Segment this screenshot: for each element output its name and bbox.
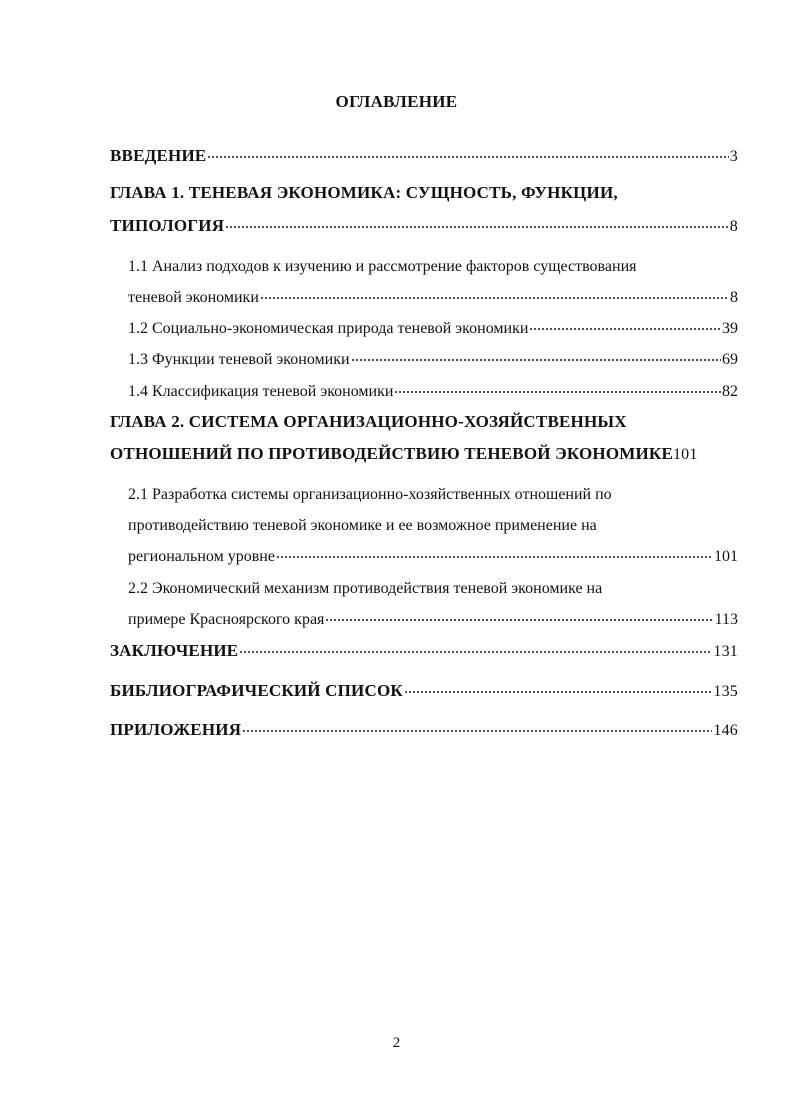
- dot-leader: [276, 547, 713, 559]
- toc-entry-line: [128, 485, 738, 505]
- toc-entry: [128, 382, 738, 402]
- toc-entry: [110, 720, 738, 741]
- toc-page-number: 101: [672, 446, 698, 463]
- toc-entry: [128, 350, 738, 370]
- toc-entry-title: БИБЛИОГРАФИЧЕСКИЙ СПИСОК: [110, 681, 403, 700]
- toc-page-number: 82: [722, 383, 738, 400]
- toc-page-number: 69: [722, 351, 738, 368]
- toc-entry: [128, 610, 738, 630]
- toc-page-number: 8: [730, 289, 738, 306]
- toc-entry-title: ГЛАВА 1. ТЕНЕВАЯ ЭКОНОМИКА: СУЩНОСТЬ, ФУНКЦИИ,: [110, 183, 618, 202]
- toc-entry-title: 2.2 Экономический механизм противодействия теневой экономике на: [128, 580, 603, 597]
- toc-entry-title: 2.1 Разработка системы организационно-хозяйственных отношений по: [128, 486, 612, 503]
- toc-page-number: 135: [713, 683, 738, 700]
- toc-entry-title: примере Красноярского края: [128, 611, 325, 628]
- toc-entry: [110, 681, 738, 702]
- toc-entry-title: ГЛАВА 2. СИСТЕМА ОРГАНИЗАЦИОННО-ХОЗЯЙСТВЕННЫХ: [110, 412, 627, 431]
- dot-leader: [207, 147, 728, 159]
- toc-heading: ОГЛАВЛЕНИЕ: [335, 92, 458, 111]
- toc-entry-title: теневой экономики: [128, 289, 259, 306]
- dot-leader: [351, 350, 721, 362]
- dot-leader: [325, 610, 713, 622]
- toc-page-number: 39: [722, 320, 738, 337]
- toc-page-number: 8: [729, 218, 738, 235]
- dot-leader: [529, 319, 721, 331]
- toc-entry: [110, 444, 750, 465]
- dot-leader: [239, 642, 712, 654]
- toc-entry-title: противодействию теневой экономике и ее возможное применение на: [128, 517, 597, 534]
- toc-entry-line: [128, 257, 738, 277]
- toc-page-number: 113: [714, 611, 738, 628]
- toc-entry: [110, 641, 738, 662]
- toc-entry: [110, 146, 738, 167]
- toc-entry: [128, 288, 738, 308]
- toc-page-number: 146: [713, 722, 738, 739]
- toc-entry: [128, 547, 738, 567]
- dot-leader: [260, 288, 729, 300]
- toc-page-number: 101: [714, 548, 738, 565]
- dot-leader: [404, 682, 712, 694]
- toc-entry-title: ВВЕДЕНИЕ: [110, 146, 207, 165]
- toc-entry-title: ОТНОШЕНИЙ ПО ПРОТИВОДЕЙСТВИЮ ТЕНЕВОЙ ЭКОНОМИКЕ: [110, 444, 673, 463]
- toc-entry-title: ЗАКЛЮЧЕНИЕ: [110, 641, 239, 660]
- toc-entry: [128, 319, 738, 339]
- toc-entry-line: [110, 183, 738, 203]
- toc-entry-line: [110, 412, 750, 432]
- toc-entry-title: 1.3 Функции теневой экономики: [128, 351, 350, 368]
- dot-leader: [225, 217, 729, 229]
- toc-entry: [110, 216, 738, 237]
- page-number: 2: [392, 1035, 401, 1051]
- toc-entry-title: региональном уровне: [128, 548, 275, 565]
- toc-page-number: 131: [713, 643, 738, 660]
- toc-entry-title: ТИПОЛОГИЯ: [110, 216, 225, 235]
- toc-page-number: 3: [729, 148, 738, 165]
- toc-entry-line: [128, 579, 738, 599]
- toc-entry-title: 1.4 Классификация теневой экономики: [128, 383, 394, 400]
- dot-leader: [242, 721, 712, 733]
- toc-entry-title: ПРИЛОЖЕНИЯ: [110, 720, 242, 739]
- dot-leader: [394, 382, 721, 394]
- toc-entry-title: 1.1 Анализ подходов к изучению и рассмотрение факторов существования: [128, 258, 637, 275]
- toc-entry-line: [128, 516, 738, 536]
- toc-entry-title: 1.2 Социально-экономическая природа теневой экономики: [128, 320, 529, 337]
